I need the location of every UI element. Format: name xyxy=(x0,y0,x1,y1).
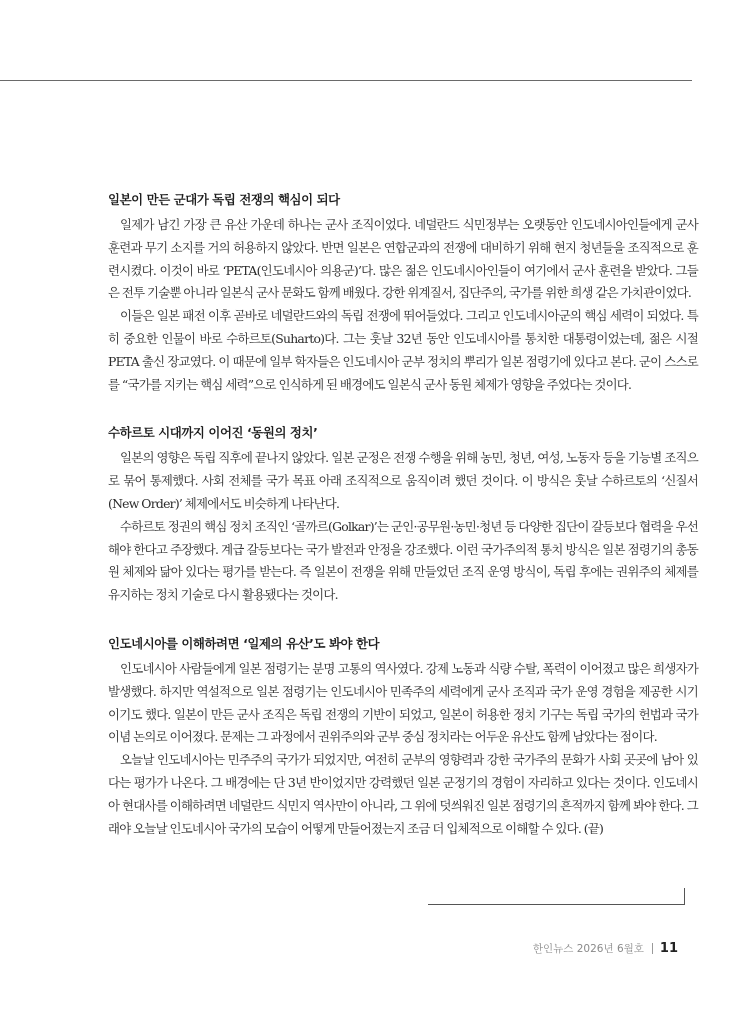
publication-name: 한인뉴스 2026년 6월호 xyxy=(532,943,644,955)
paragraph: 수하르토 정권의 핵심 정치 조직인 ‘골까르(Golkar)’는 군인·공무원·농민·청년 등 다양한 집단이 갈등보다 협력을 우선해야 한다고 주장했다. 계급 갈등보다는 국가 발전과 안정을 강조했다. 이런 국가주의적 통치 방식은 일본 점령기의 총동원 체제와 닮아 있다는 평가를 받는다. 즉 일본이 전쟁을 위해 만들었던 조직 운영 방식이, 독립 후에는 권위주의 체제를 유지하는 정치 기술로 다시 활용됐다는 것이다. xyxy=(108,518,698,603)
page-footer xyxy=(533,941,678,956)
section-heading: 인도네시아를 이해하려면 ‘일제의 유산’도 봐야 한다 xyxy=(108,635,380,651)
section-heading: 일본이 만든 군대가 독립 전쟁의 핵심이 되다 xyxy=(108,192,340,207)
footer-separator xyxy=(652,943,653,954)
paragraph: 일본의 영향은 독립 직후에 끝나지 않았다. 일본 군정은 전쟁 수행을 위해 농민, 청년, 여성, 노동자 등을 기능별 조직으로 묶어 통제했다. 사회 전체를 국가 목표 아래 조직적으로 움직이려 했던 것이다. 이 방식은 훗날 수하르토의 ‘신질서(New Order)’ 체제에서도 비슷하게 나타난다. xyxy=(108,450,698,511)
section-mobilization-politics xyxy=(108,423,698,607)
end-divider-tick xyxy=(684,888,685,905)
section-japanese-legacy xyxy=(108,634,698,840)
end-divider-line xyxy=(428,904,684,905)
article-body xyxy=(108,190,698,840)
section-peta-military xyxy=(108,190,698,396)
top-divider-line xyxy=(0,80,692,81)
paragraph: 이들은 일본 패전 이후 곧바로 네덜란드와의 독립 전쟁에 뛰어들었다. 그리고 인도네시아군의 핵심 세력이 되었다. 특히 중요한 인물이 바로 수하르토(Suharto)다. 그는 훗날 32년 동안 인도네시아를 통치한 대통령이었는데, 젊은 시절 PETA 출신 장교였다. 이 때문에 일부 학자들은 인도네시아 군부 정치의 뿌리가 일본 점령기에 있다고 본다. 군이 스스로를 “국가를 지키는 핵심 세력”으로 인식하게 된 배경에도 일본식 군사 동원 체제가 영향을 주었다는 것이다. xyxy=(108,308,698,392)
section-heading: 수하르토 시대까지 이어진 ‘동원의 정치’ xyxy=(108,425,318,441)
paragraph: 일제가 남긴 가장 큰 유산 가운데 하나는 군사 조직이었다. 네덜란드 식민정부는 오랫동안 인도네시아인들에게 군사 훈련과 무기 소지를 거의 허용하지 않았다. 반면 일본은 연합군과의 전쟁에 대비하기 위해 현지 청년들을 조직적으로 훈련시켰다. 이것이 바로 ‘PETA(인도네시아 의용군)’다. 많은 젊은 인도네시아인들이 여기에서 군사 훈련을 받았다. 그들은 전투 기술뿐 아니라 일본식 군사 문화도 함께 배웠다. 강한 위계질서, 집단주의, 국가를 위한 희생 같은 가치관이었다. xyxy=(108,217,698,301)
page-number: 11 xyxy=(659,941,678,956)
paragraph: 오늘날 인도네시아는 민주주의 국가가 되었지만, 여전히 군부의 영향력과 강한 국가주의 문화가 사회 곳곳에 남아 있다는 평가가 나온다. 그 배경에는 단 3년 반이었지만 강력했던 일본 군정기의 경험이 자리하고 있다는 것이다. 인도네시아 현대사를 이해하려면 네덜란드 식민지 역사만이 아니라, 그 위에 덧씌워진 일본 점령기의 흔적까지 함께 봐야 한다. 그래야 오늘날 인도네시아 국가의 모습이 어떻게 만들어졌는지 조금 더 입체적으로 이해할 수 있다. (끝) xyxy=(108,752,698,836)
paragraph: 인도네시아 사람들에게 일본 점령기는 분명 고통의 역사였다. 강제 노동과 식량 수탈, 폭력이 이어졌고 많은 희생자가 발생했다. 하지만 역설적으로 일본 점령기는 인도네시아 민족주의 세력에게 군사 조직과 국가 운영 경험을 제공한 시기이기도 했다. 일본이 만든 군사 조직은 독립 전쟁의 기반이 되었고, 일본이 허용한 정치 기구는 독립 국가의 헌법과 국가 이념 논의로 이어졌다. 문제는 그 과정에서 권위주의와 군부 중심 정치라는 어두운 유산도 함께 남았다는 점이다. xyxy=(108,660,698,745)
